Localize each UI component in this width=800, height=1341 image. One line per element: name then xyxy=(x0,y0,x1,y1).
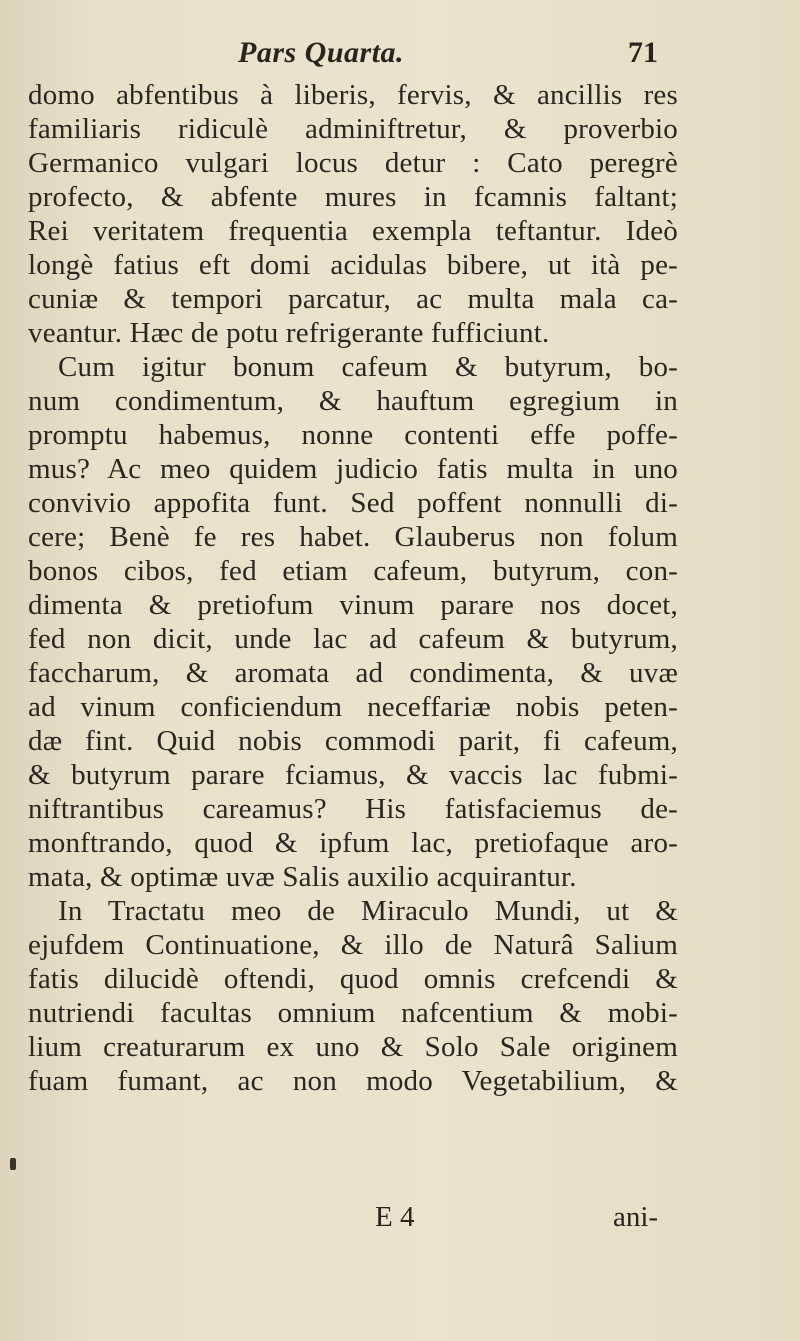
text-line: lium creaturarum ex uno & Solo Sale originem xyxy=(28,1031,678,1063)
catchword: ani- xyxy=(613,1201,659,1233)
text-line: num condimentum, & hauftum egregium in xyxy=(28,385,678,417)
signature-mark: E 4 xyxy=(375,1201,415,1233)
text-line: ejufdem Continuatione, & illo de Naturâ Salium xyxy=(28,929,678,961)
page-number: 71 xyxy=(628,36,658,69)
text-line: convivio appofita funt. Sed poffent nonnulli di- xyxy=(28,487,678,519)
margin-ink-mark xyxy=(10,1158,16,1170)
text-line: mus? Ac meo quidem judicio fatis multa in uno xyxy=(28,453,678,485)
page-header xyxy=(0,30,800,74)
text-line: Cum igitur bonum cafeum & butyrum, bo- xyxy=(58,351,678,383)
text-line: familiaris ridiculè adminiftretur, & proverbio xyxy=(28,113,678,145)
text-line: cere; Benè fe res habet. Glauberus non folum xyxy=(28,521,678,553)
text-line: ad vinum conficiendum neceffariæ nobis peten- xyxy=(28,691,678,723)
text-line: niftrantibus careamus? His fatisfaciemus de- xyxy=(28,793,678,825)
text-line: fatis dilucidè oftendi, quod omnis crefcendi & xyxy=(28,963,678,995)
text-line: dæ fint. Quid nobis commodi parit, fi cafeum, xyxy=(28,725,678,757)
text-line: profecto, & abfente mures in fcamnis faltant; xyxy=(28,181,678,213)
text-line: bonos cibos, fed etiam cafeum, butyrum, con- xyxy=(28,555,678,587)
text-line: promptu habemus, nonne contenti effe poffe- xyxy=(28,419,678,451)
text-line: & butyrum parare fciamus, & vaccis lac fubmi- xyxy=(28,759,678,791)
text-line: dimenta & pretiofum vinum parare nos docet, xyxy=(28,589,678,621)
text-line: fuam fumant, ac non modo Vegetabilium, & xyxy=(28,1065,678,1097)
text-line: In Tractatu meo de Miraculo Mundi, ut & xyxy=(58,895,678,927)
body-text xyxy=(28,78,788,1098)
text-line: domo abfentibus à liberis, fervis, & ancillis res xyxy=(28,79,678,111)
text-line: monftrando, quod & ipfum lac, pretiofaque aro- xyxy=(28,827,678,859)
text-line: faccharum, & aromata ad condimenta, & uvæ xyxy=(28,657,678,689)
running-head: Pars Quarta. xyxy=(238,36,405,69)
text-line: Germanico vulgari locus detur : Cato peregrè xyxy=(28,147,678,179)
page-footer xyxy=(0,1201,800,1241)
text-line: Rei veritatem frequentia exempla teftantur. Ideò xyxy=(28,215,678,247)
text-line: mata, & optimæ uvæ Salis auxilio acquirantur. xyxy=(28,861,577,893)
text-line: fed non dicit, unde lac ad cafeum & butyrum, xyxy=(28,623,678,655)
text-line: cuniæ & tempori parcatur, ac multa mala ca- xyxy=(28,283,678,315)
text-line: veantur. Hæc de potu refrigerante fufficiunt. xyxy=(28,317,550,349)
text-line: longè fatius eft domi acidulas bibere, ut ità pe- xyxy=(28,249,678,281)
text-line: nutriendi facultas omnium nafcentium & mobi- xyxy=(28,997,678,1029)
